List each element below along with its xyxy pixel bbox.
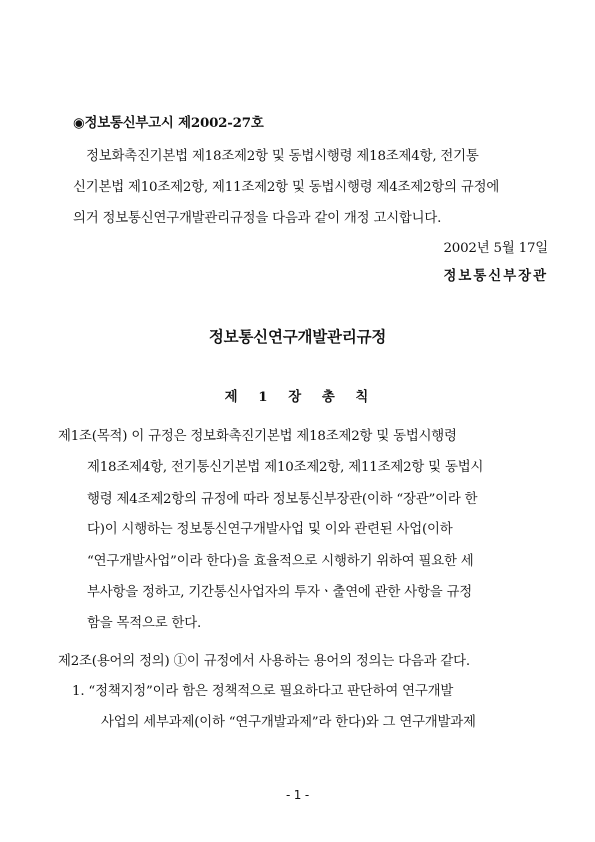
article1-line: 제1조(목적) 이 규정은 정보화촉진기본법 제18조제2항 및 동법시행령 xyxy=(58,429,457,444)
notice-paragraph-line: 의거 정보통신연구개발관리규정을 다음과 같이 개정 고시합니다. xyxy=(73,211,442,226)
notice-paragraph-line: 정보화촉진기본법 제18조제2항 및 동법시행령 제18조제4항, 전기통 xyxy=(86,149,479,164)
article1-line: 함을 목적으로 한다. xyxy=(87,616,202,631)
article1-line: “연구개발사업”이라 한다)을 효율적으로 시행하기 위하여 필요한 세 xyxy=(87,554,474,569)
chapter-heading: 제 1 장 총 칙 xyxy=(224,389,371,405)
notice-paragraph-line: 신기본법 제10조제2항, 제11조제2항 및 동법시행령 제4조제2항의 규정에 xyxy=(73,180,500,195)
article1-line: 다)이 시행하는 정보통신연구개발사업 및 이와 관련된 사업(이하 xyxy=(87,522,453,537)
article1-line: 행령 제4조제2항의 규정에 따라 정보통신부장관(이하 “장관”이라 한 xyxy=(87,492,478,507)
article2-item1-line: 1. “정책지정”이라 함은 정책적으로 필요하다고 판단하여 연구개발 xyxy=(72,684,454,699)
article2-heading-line: 제2조(용어의 정의) ①이 규정에서 사용하는 용어의 정의는 다음과 같다. xyxy=(58,654,470,669)
article1-line: 부사항을 정하고, 기간통신사업자의 투자ㆍ출연에 관한 사항을 규정 xyxy=(87,585,472,600)
document-title: 정보통신연구개발관리규정 xyxy=(208,328,387,346)
page-number: - 1 - xyxy=(286,788,309,802)
article2-item1-line: 사업의 세부과제(이하 “연구개발과제”라 한다)와 그 연구개발과제 xyxy=(101,715,476,730)
notice-header: ◉정보통신부고시 제2002-27호 xyxy=(73,115,264,131)
notice-date: 2002년 5월 17일 xyxy=(443,241,548,256)
notice-issuer: 정보통신부장관 xyxy=(443,268,548,284)
article1-line: 제18조제4항, 전기통신기본법 제10조제2항, 제11조제2항 및 동법시 xyxy=(87,460,484,475)
